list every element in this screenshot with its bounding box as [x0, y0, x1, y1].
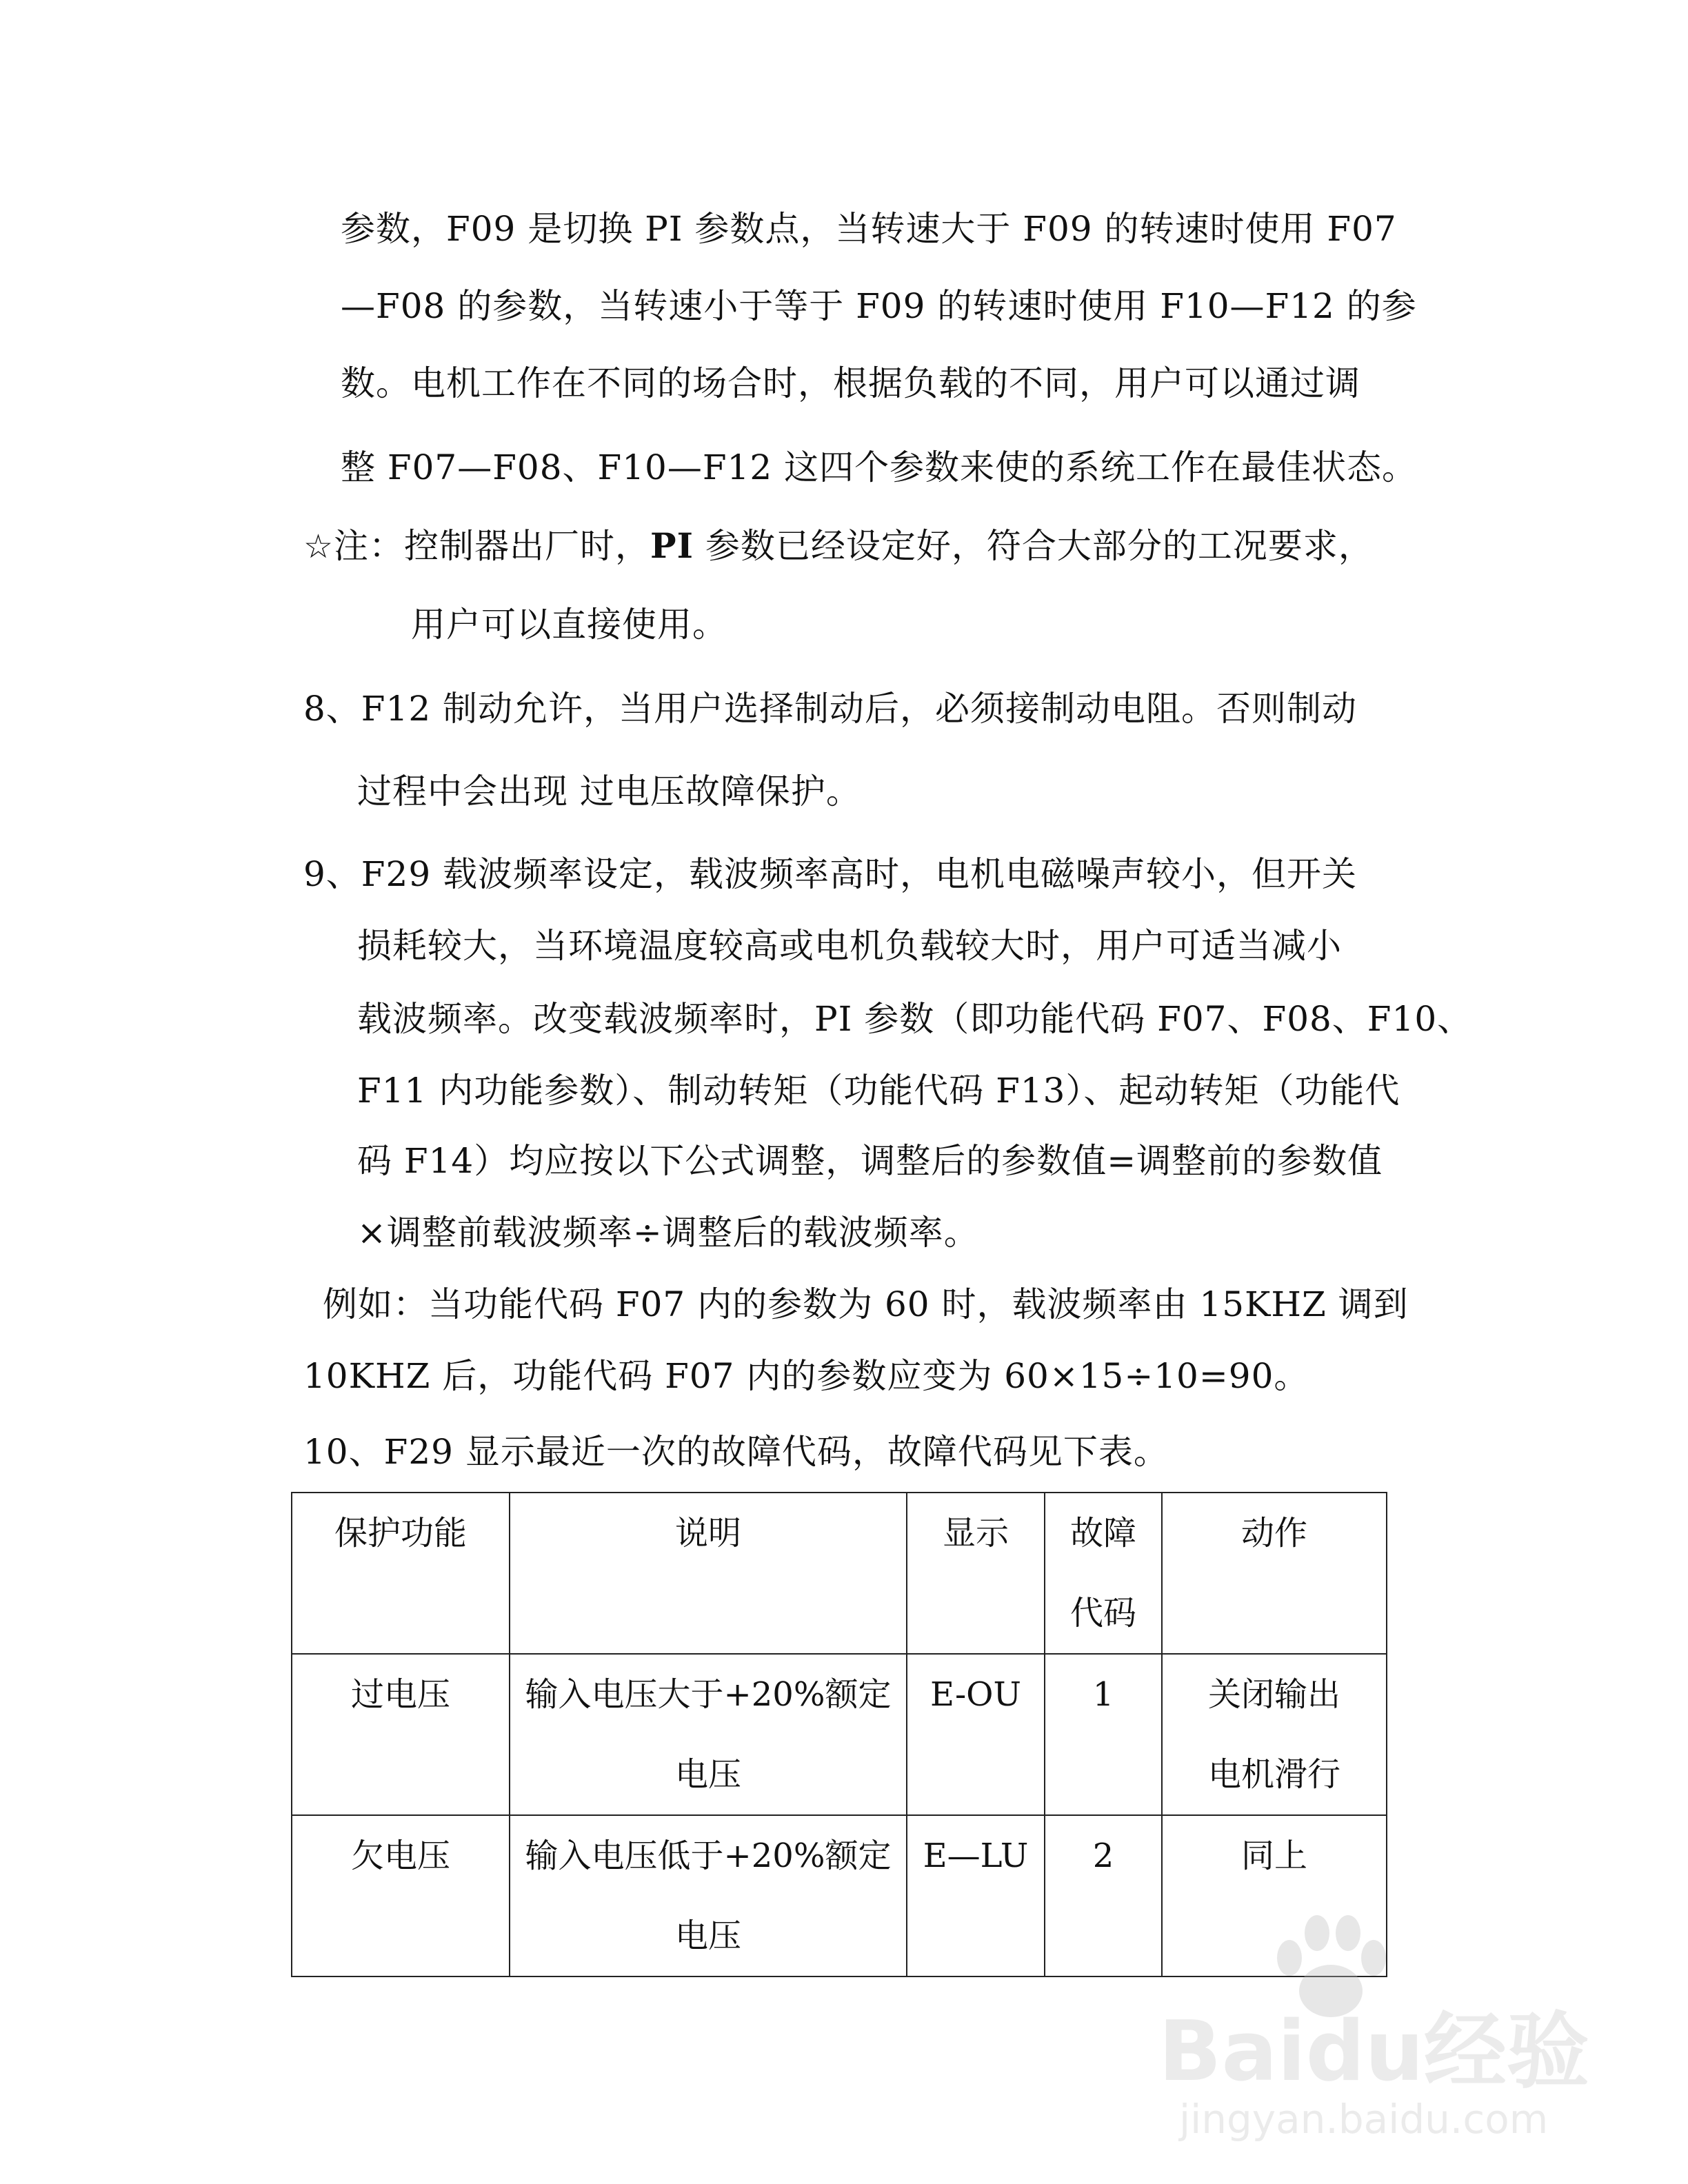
note-line-2: 用户可以直接使用。	[411, 605, 727, 645]
text-line: —F08 的参数，当转速小于等于 F09 的转速时使用 F10—F12 的参	[341, 286, 1417, 326]
item-9-line: 9、F29 载波频率设定，载波频率高时，电机电磁噪声较小，但开关	[303, 854, 1358, 894]
item-8-line: 8、F12 制动允许，当用户选择制动后，必须接制动电阻。否则制动	[303, 689, 1358, 729]
table-cell: E-OU	[907, 1654, 1045, 1815]
text-line: 参数，F09 是切换 PI 参数点，当转速大于 F09 的转速时使用 F07	[341, 209, 1397, 249]
table-cell: 关闭输出 电机滑行	[1162, 1654, 1387, 1815]
baidu-watermark	[1158, 1910, 1669, 2165]
item-9-line: 码 F14）均应按以下公式调整，调整后的参数值=调整前的参数值	[357, 1141, 1383, 1181]
item-9-line: ×调整前载波频率÷调整后的载波频率。	[357, 1213, 979, 1253]
table-cell: 1	[1045, 1654, 1162, 1815]
item-9-line: 损耗较大，当环境温度较高或电机负载较大时，用户可适当减小	[357, 926, 1342, 966]
text-line: 数。电机工作在不同的场合时，根据负载的不同，用户可以通过调	[341, 363, 1360, 403]
table-header-row	[292, 1493, 1387, 1654]
item-8-line: 过程中会出现 过电压故障保护。	[357, 771, 861, 811]
table-cell: 2	[1045, 1815, 1162, 1976]
example-line: 10KHZ 后，功能代码 F07 内的参数应变为 60×15÷10=90。	[303, 1356, 1309, 1396]
example-line: 例如：当功能代码 F07 内的参数为 60 时，载波频率由 15KHZ 调到	[323, 1284, 1409, 1324]
item-10-line: 10、F29 显示最近一次的故障代码，故障代码见下表。	[303, 1432, 1169, 1472]
note-prefix: 注：控制器出厂时，	[334, 526, 651, 566]
table-cell: 同上	[1162, 1815, 1387, 1976]
watermark-logo: Baidu经验	[1158, 2004, 1589, 2100]
text-line: 整 F07—F08、F10—F12 这四个参数来使的系统工作在最佳状态。	[341, 447, 1418, 487]
note-rest: 参数已经设定好，符合大部分的工况要求，	[694, 526, 1374, 566]
fault-code-table	[291, 1492, 1387, 1977]
table-cell: 输入电压大于+20%额定 电压	[510, 1654, 907, 1815]
table-cell: 过电压	[292, 1654, 510, 1815]
header-cell: 故障 代码	[1045, 1493, 1162, 1654]
table-row	[292, 1654, 1387, 1815]
watermark-url: jingyan.baidu.com	[1179, 2096, 1549, 2143]
table-cell: E—LU	[907, 1815, 1045, 1976]
header-cell: 动作	[1162, 1493, 1387, 1654]
item-9-line: F11 内功能参数）、制动转矩（功能代码 F13）、起动转矩（功能代	[357, 1071, 1400, 1111]
header-cell: 显示	[907, 1493, 1045, 1654]
item-9-line: 载波频率。改变载波频率时，PI 参数（即功能代码 F07、F08、F10、	[357, 999, 1473, 1039]
header-cell: 说明	[510, 1493, 907, 1654]
table-cell: 输入电压低于+20%额定 电压	[510, 1815, 907, 1976]
header-cell: 保护功能	[292, 1493, 510, 1654]
table-cell: 欠电压	[292, 1815, 510, 1976]
note-line	[303, 525, 1374, 567]
note-pi: PI	[650, 525, 694, 566]
star-icon: ☆	[303, 527, 334, 566]
